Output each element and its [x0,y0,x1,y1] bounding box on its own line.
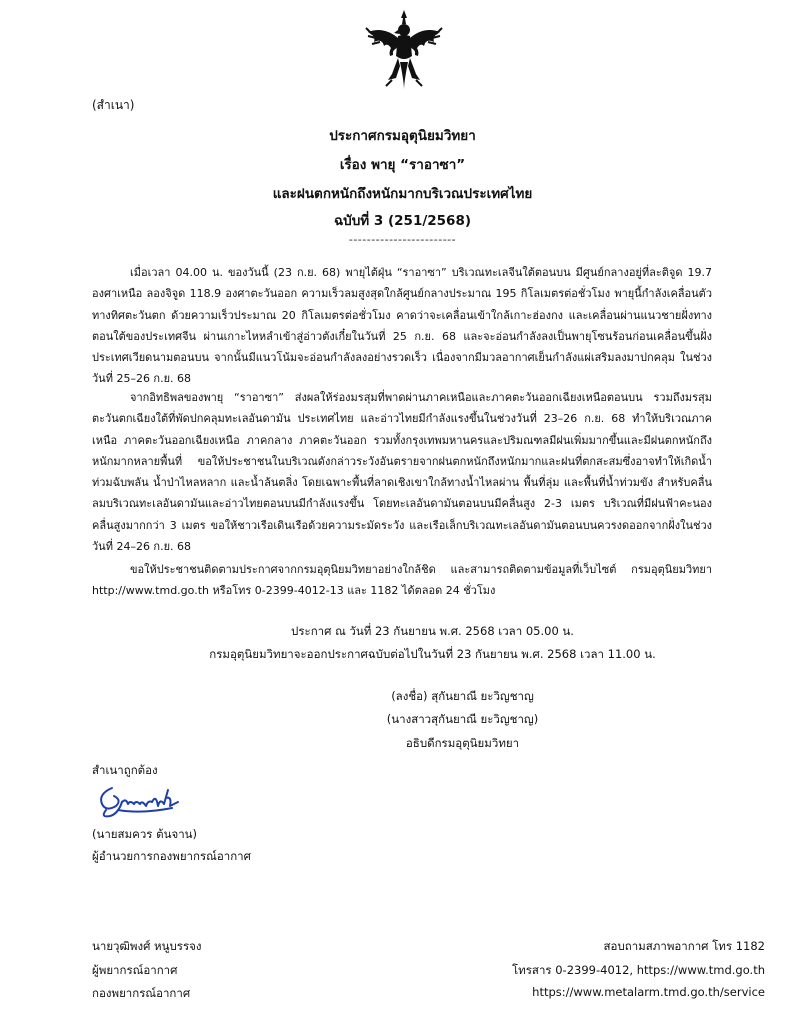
certifier-name: (นายสมควร ต้นจาน) [92,827,197,841]
contact-fax-website: โทรสาร 0-2399-4012, https://www.tmd.go.th [512,963,765,977]
certifier-title: ผู้อำนวยการกองพยากรณ์อากาศ [92,849,251,863]
paragraph-text: เมื่อเวลา 04.00 น. ของวันนี้ (23 ก.ย. 68) พายุไต้ฝุ่น “ราอาซา” บริเวณทะเลจีนใต้ตอนบน มีศูนย์กลางอยู่ที่ละติจูด 19.7 องศาเหนือ ลองจิจูด 118.9 องศาตะวันออก ความเร็วลมสูงสุดใกล้ศูนย์กลางประมาณ 195 กิโลเมตรต่อชั่วโมง พายุนี้กำลังเคลื่อนตัวทางทิศตะวันตก ด้วยความเร็วประมาณ 20 กิโลเมตรต่อชั่วโมง คาดว่าจะเคลื่อนเข้าใกล้เกาะฮ่องกง และเคลื่อนผ่านแนวชายฝั่งทางตอนใต้ของประเทศจีน ผ่านเกาะไหหลำเข้าสู่อ่าวตังเกี๋ยในวันที่ 25 ก.ย. 68 และจะอ่อนกำลังลงเป็นพายุโซนร้อนก่อนเคลื่อนขึ้นฝั่งประเทศเวียดนามตอนบน จากนั้นมีแนวโน้มจะอ่อนกำลังลงอย่างรวดเร็ว เนื่องจากมีมวลอากาศเย็นกำลังแผ่เสริมลงมาปกคลุม ในช่วงวันที่ 25–26 ก.ย. 68 [92,266,712,386]
paragraph-follow-up [92,559,712,602]
contact-phone: สอบถามสภาพอากาศ โทร 1182 [603,939,765,953]
paragraph-storm-status [92,262,712,390]
forecaster-name: นายวุฒิพงศ์ หนูบรรจง [92,939,202,953]
paragraph-text: จากอิทธิพลของพายุ “ราอาซา” ส่งผลให้ร่องมรสุมที่พาดผ่านภาคเหนือและภาคตะวันออกเฉียงเหนือตอนบน รวมถึงมรสุมตะวันตกเฉียงใต้ที่พัดปกคลุมทะเลอันดามัน ประเทศไทย และอ่าวไทยมีกำลังแรงขึ้นในช่วงวันที่ 23–26 ก.ย. 68 ทำให้บริเวณภาคเหนือ ภาคตะวันออกเฉียงเหนือ ภาคกลาง ภาคตะวันออก รวมทั้งกรุงเทพมหานครและปริมณฑลมีฝนเพิ่มมากขึ้นและมีฝนตกหนักถึงหนักมากหลายพื้นที่ ขอให้ประชาชนในบริเวณดังกล่าวระวังอันตรายจากฝนตกหนักถึงหนักมากและฝนที่ตกสะสมซึ่งอาจทำให้เกิดน้ำท่วมฉับพลัน น้ำป่าไหลหลาก และน้ำล้นตลิ่ง โดยเฉพาะพื้นที่ลาดเชิงเขาใกล้ทางน้ำไหลผ่าน พื้นที่ลุ่ม และพื้นที่น้ำท่วมขัง สำหรับคลื่นลมบริเวณทะเลอันดามันและอ่าวไทยตอนบนมีกำลังแรงขึ้น โดยทะเลอันดามันตอนบนมีคลื่นสูง 2-3 เมตร บริเวณที่มีฝนฟ้าคะนองคลื่นสูงมากกว่า 3 เมตร ขอให้ชาวเรือเดินเรือด้วยความระมัดระวัง และเรือเล็กบริเวณทะเลอันดามันตอนบนควรงดออกจากฝั่งในช่วงวันที่ 24–26 ก.ย. 68 [92,391,712,554]
signatory-name: (นางสาวสุกันยาณี ยะวิญชาญ) [386,712,539,726]
handwritten-signature-icon [92,780,192,822]
forecaster-division: กองพยากรณ์อากาศ [92,986,191,1000]
certified-copy-label: สำเนาถูกต้อง [92,763,158,777]
signatory-title: อธิบดีกรมอุตุนิยมวิทยา [405,736,520,750]
issue-datetime: ประกาศ ณ วันที่ 23 กันยายน พ.ศ. 2568 เวลา 05.00 น. [291,624,574,638]
contact-service-link[interactable]: https://www.metalarm.tmd.go.th/service [532,985,765,999]
paragraph-text: ขอให้ประชาชนติดตามประกาศจากกรมอุตุนิยมวิทยาอย่างใกล้ชิด และสามารถติดตามข้อมูลที่เว็บไซต์ กรมอุตุนิยมวิทยา http://www.tmd.go.th หรือโทร 0-2399-4012-13 และ 1182 ได้ตลอด 24 ชั่วโมง [92,563,712,598]
announcement-title: ประกาศกรมอุตุนิยมวิทยา [329,128,476,144]
announcement-subject: เรื่อง พายุ “ราอาซา” [339,157,466,173]
next-announcement: กรมอุตุนิยมวิทยาจะออกประกาศฉบับต่อไปในวันที่ 23 กันยายน พ.ศ. 2568 เวลา 11.00 น. [209,647,656,661]
announcement-number: ฉบับที่ 3 (251/2568) [333,213,472,229]
forecaster-position: ผู้พยากรณ์อากาศ [92,963,178,977]
header-separator: ------------------------ [348,233,457,246]
signed-line: (ลงชื่อ) สุกันยาณี ยะวิญชาญ [391,689,534,703]
announcement-subject-detail: และฝนตกหนักถึงหนักมากบริเวณประเทศไทย [272,186,533,202]
copy-label: (สำเนา) [92,98,135,112]
paragraph-impact [92,387,712,557]
garuda-emblem-icon [362,8,446,92]
